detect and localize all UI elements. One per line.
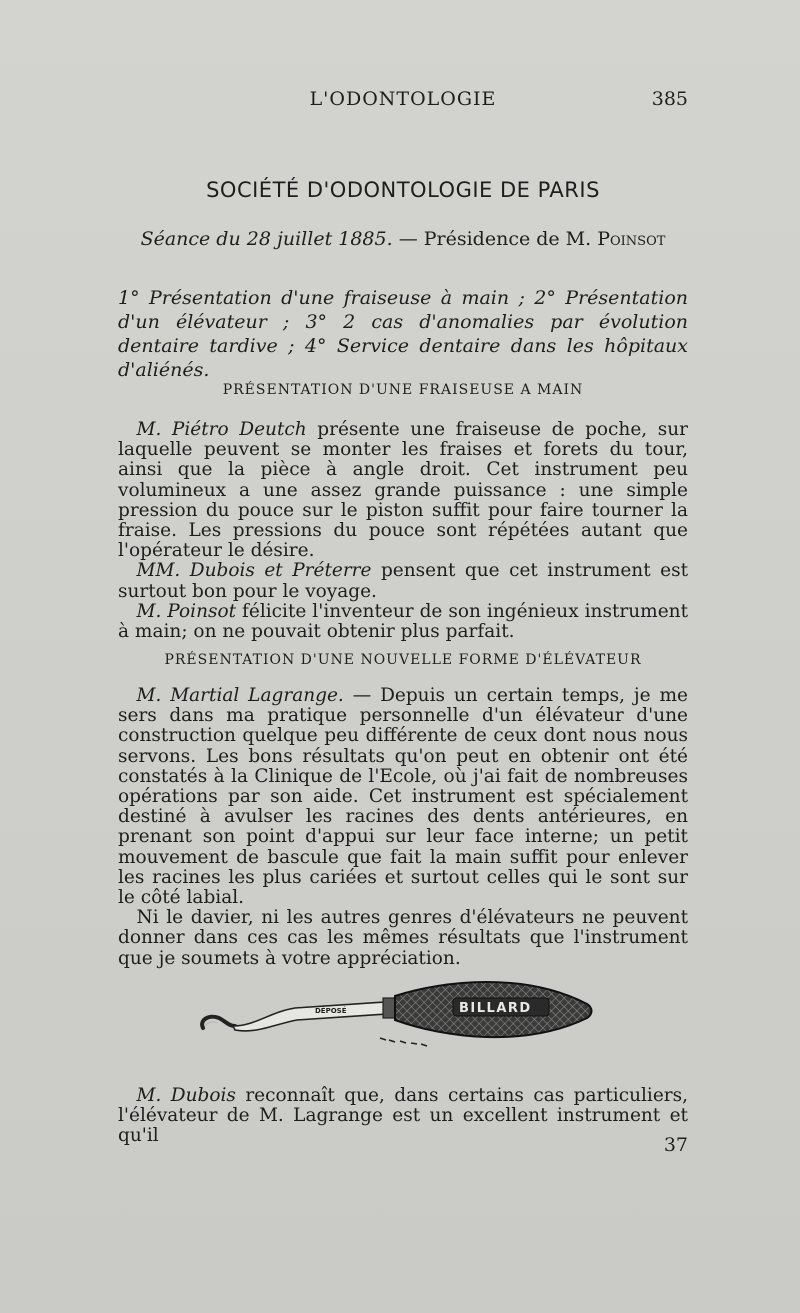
seance-president: Poinsot	[597, 228, 666, 250]
journal-title: L'ODONTOLOGIE	[309, 88, 497, 110]
paragraph-text: félicite l'inventeur de son ingénieux instrument à main; on ne pouvait obtenir plus parfait.	[118, 600, 688, 643]
paragraph	[118, 686, 688, 908]
speaker-name: M. Poinsot	[136, 600, 237, 622]
signature-mark: 37	[663, 1134, 688, 1156]
seance-presidence: Présidence de M.	[423, 228, 592, 250]
paragraph	[118, 602, 688, 642]
speaker-name: M. Martial Lagrange.	[136, 685, 344, 706]
paragraph	[118, 420, 688, 561]
speaker-name: M. Piétro Deutch	[136, 419, 307, 440]
section-heading-elevateur: PRÉSENTATION D'UNE NOUVELLE FORME D'ÉLÉVATEUR	[164, 652, 642, 668]
shaft-mark: DÉPOSÉ	[315, 1007, 347, 1015]
paragraph	[118, 561, 688, 601]
paragraph	[118, 908, 688, 969]
running-header	[118, 88, 688, 114]
speaker-name: M. Dubois	[136, 1085, 236, 1106]
paragraph-text: — Depuis un certain temps, je me sers dans ma pratique personnelle d'un élévateur d'une construction quelque peu différente de ceux dont nous nous servons. Les bons résultats qu'on peut en obtenir ont été constatés à la Clinique de l'Ecole, où j'ai fait de nombreuses opérations par son aide. Cet instrument est spécialement destiné à avulser les racines des dents antérieures, en prenant son point d'appui sur leur face interne; un petit mouvement de bascule que fait la main suffit pour enlever les racines les plus cariées et surtout celles qui le sont sur le côté labial.	[118, 685, 688, 909]
paragraph-text: présente une fraiseuse de poche, sur laquelle peuvent se monter les fraises et forets du tour, ainsi que la pièce à angle droit. Cet instrument peu volumineux a une assez grande puissance : une simple pression du pouce sur le piston suffit pour faire tourner la fraise. Les pressions du pouce sont répétées autant que l'opérateur le désire.	[118, 419, 689, 562]
paragraph-text: pensent que cet instrument est surtout bon pour le voyage.	[118, 560, 689, 602]
seance-date: Séance du 28 juillet 1885.	[140, 228, 393, 250]
section-title: SOCIÉTÉ D'ODONTOLOGIE DE PARIS	[206, 178, 600, 202]
section-body-elevateur	[118, 686, 688, 969]
section-body-dubois	[118, 1086, 688, 1147]
section-heading-fraiseuse: PRÉSENTATION D'UNE FRAISEUSE A MAIN	[222, 382, 584, 398]
seance-dash: —	[398, 228, 418, 250]
page-number: 385	[651, 88, 688, 110]
paragraph	[118, 1086, 688, 1147]
elevator-instrument-illustration	[195, 968, 600, 1068]
seance-line	[118, 228, 688, 250]
paragraph-text: Ni le davier, ni les autres genres d'élévateurs ne peuvent donner dans ces cas les mêmes résultats que l'instrument que je soumets à votre appréciation.	[118, 907, 688, 969]
section-body-fraiseuse	[118, 420, 688, 642]
paragraph-text: reconnaît que, dans certains cas particuliers, l'élévateur de M. Lagrange est un excellent instrument et qu'il	[118, 1085, 688, 1147]
handle-brand: BILLARD	[459, 1001, 532, 1016]
speaker-name: MM. Dubois et Préterre	[136, 560, 372, 582]
agenda: 1° Présentation d'une fraiseuse à main ; 2° Présentation d'un élévateur ; 3° 2 cas d'anomalies par évolution dentaire tardive ; 4° Service dentaire dans les hôpitaux d'aliénés.	[118, 287, 688, 381]
